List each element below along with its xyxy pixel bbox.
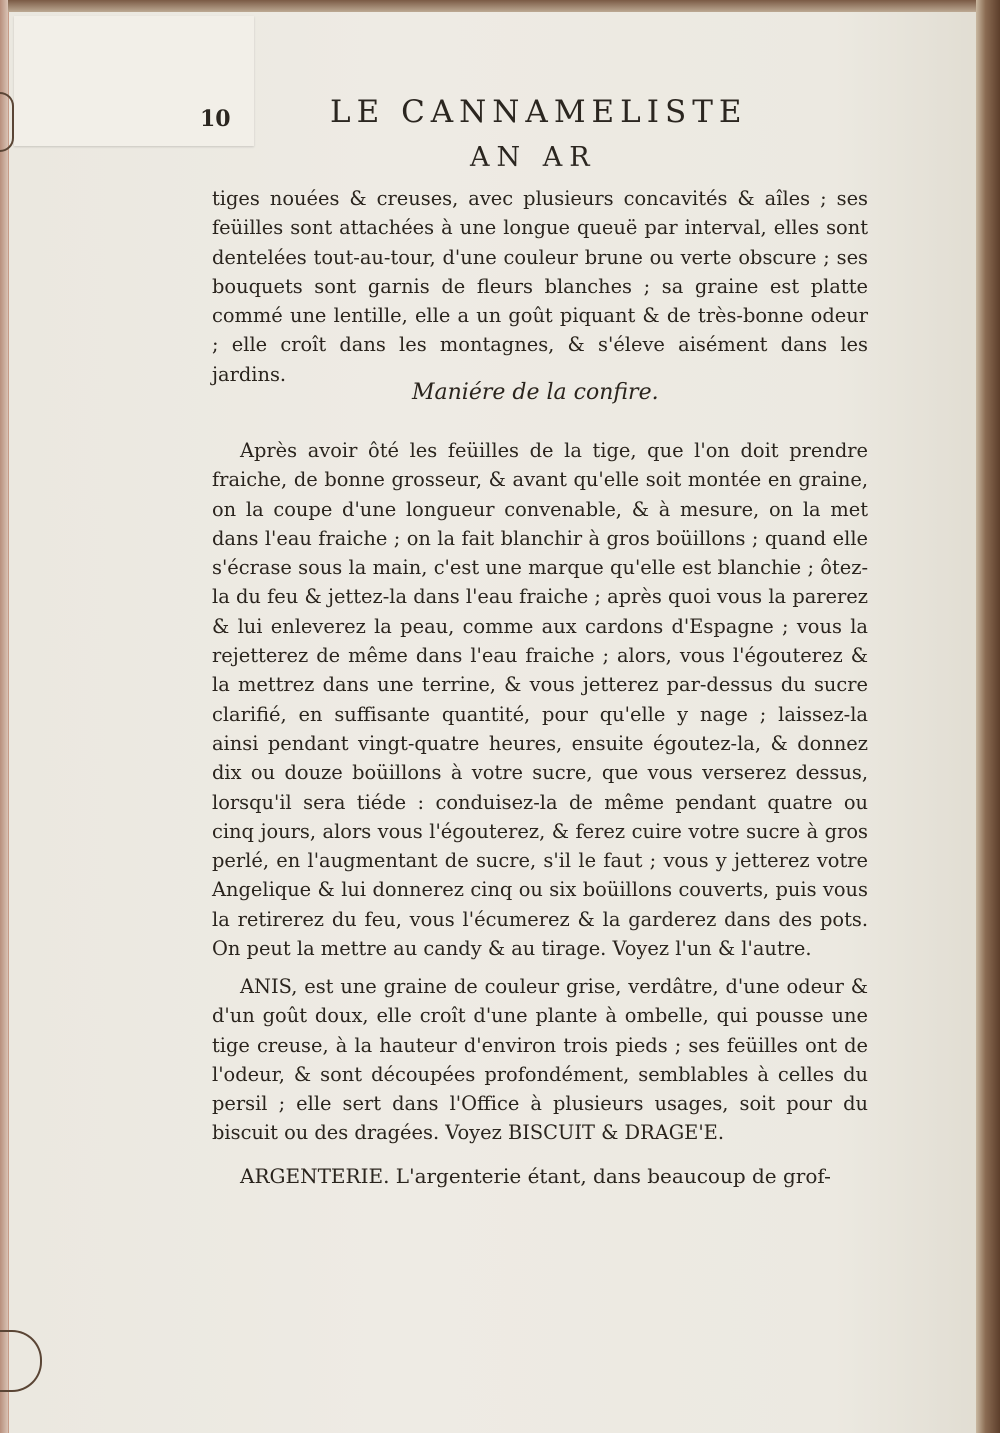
page-left-edge <box>0 0 8 1433</box>
confire-paragraph: Après avoir ôté les feüilles de la tige, que l'on doit prendre fraiche, de bonne grosseur, & avant qu'elle soit montée en graine, on la coupe d'une longueur convenable, & à mesure, on la met dans l'eau fraiche ; on la fait blanchir à gros boüillons ; quand elle s'écrase sous la main, c'est une marque qu'elle est blanchie ; ôtez-la du feu & jettez-la dans l'eau fraiche ; après quoi vous la parerez & lui enleverez la peau, comme aux cardons d'Espagne ; vous la rejetterez de même dans l'eau fraiche ; alors, vous l'égouterez & la mettrez dans une terrine, & vous jetterez par-dessus du sucre clarifié, en suffisante quantité, pour qu'elle y nage ; laissez-la ainsi pendant vingt-quatre heures, ensuite égoutez-la, & donnez dix ou douze boüillons à votre sucre, que vous verserez dessus, lorsqu'il sera tiéde : conduisez-la de même pendant quatre ou cinq jours, alors vous l'égouterez, & ferez cuire votre sucre à gros perlé, en l'augmentant de sucre, s'il le faut ; vous y jetterez votre Angelique & lui donnerez cinq ou six boüillons couverts, puis vous la retirerez du feu, vous l'écumerez & la garderez dans des pots. On peut la mettre au candy & au tirage. Voyez l'un & l'autre. <box>212 439 868 961</box>
anis-entry: ANIS, est une graine de couleur grise, verdâtre, d'une odeur & d'un goût doux, elle croît d'une plante à ombelle, qui pousse une tige creuse, à la hauteur d'environ trois pieds ; ses feüilles ont de l'odeur, & sont découpées profondément, semblables à celles du persil ; elle sert dans l'Office à plusieurs usages, soit pour du biscuit ou des dragées. Voyez BISCUIT & DRAGE'E. <box>212 975 868 1145</box>
book-right-edge <box>976 0 1000 1433</box>
recipe-subtitle: Maniére de la confire. <box>412 380 659 405</box>
argenterie-entry: ARGENTERIE. L'argenterie étant, dans beaucoup de grof- <box>240 1164 831 1188</box>
section-letters: AN AR <box>470 142 597 173</box>
page-number: 10 <box>200 106 231 132</box>
continuation-paragraph: tiges nouées & creuses, avec plusieurs concavités & aîles ; ses feüilles sont attachées à une longue queuë par interval, elles sont dentelées tout-au-tour, d'une couleur brune ou verte obscure ; ses bouquets sont garnis de fleurs blanches ; sa graine est platte commé une lentille, elle a un goût piquant & de très-bonne odeur ; elle croît dans les montagnes, & s'éleve aisément dans les jardins. <box>212 187 868 386</box>
margin-bracket-top <box>0 92 14 152</box>
running-header: LE CANNAMELISTE <box>330 94 748 130</box>
